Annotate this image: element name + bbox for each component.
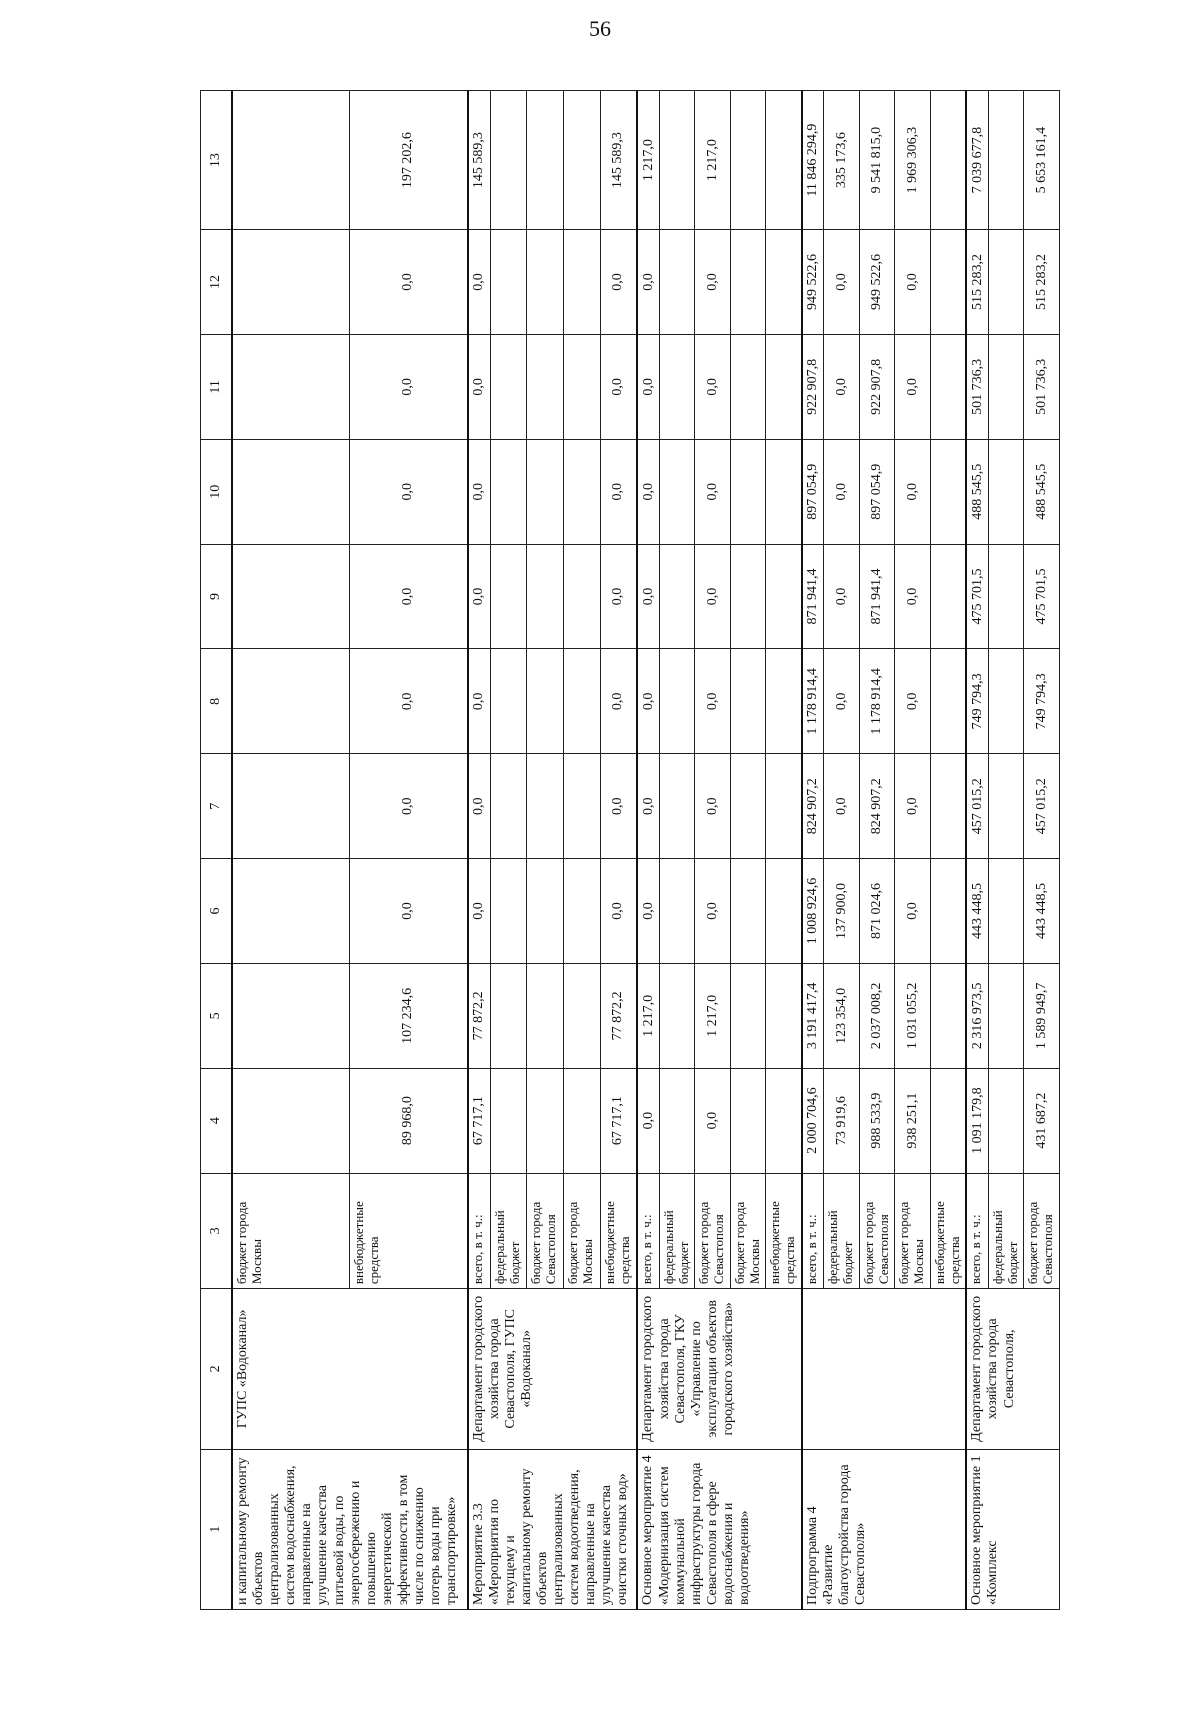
value-cell-col-5 [232, 963, 350, 1068]
value-cell-col-4 [564, 1068, 601, 1173]
value-cell-col-10: 488 545,5 [966, 439, 988, 544]
value-cell-col-13: 7 039 677,8 [966, 91, 988, 230]
value-cell-col-13: 11 846 294,9 [802, 91, 824, 230]
value-cell-col-5 [988, 963, 1024, 1068]
value-cell-col-10: 897 054,9 [802, 439, 824, 544]
value-cell-col-5: 1 589 949,7 [1024, 963, 1060, 1068]
funding-source-cell: внебюджетные средства [350, 1173, 468, 1289]
budget-table [200, 90, 1060, 1610]
value-cell-col-11: 501 736,3 [1024, 334, 1060, 439]
executor-cell: Департамент городского хозяйства города Севастополя, [966, 1289, 1059, 1449]
value-cell-col-8 [730, 649, 766, 754]
funding-source-cell: федеральный бюджет [988, 1173, 1024, 1289]
column-header-2: 2 [201, 1289, 233, 1449]
executor-cell: Департамент городского хозяйства города Севастополя, ГУПС «Водоканал» [468, 1289, 638, 1449]
value-cell-col-4 [766, 1068, 802, 1173]
value-cell-col-8: 0,0 [824, 649, 860, 754]
value-cell-col-4: 67 717,1 [600, 1068, 637, 1173]
value-cell-col-12: 949 522,6 [859, 230, 895, 335]
measure-name-cell: и капитальному ремонту объектов централизованных систем водоснабжения, направленные на улучшение качества питьевой воды, по энергосбережению и повышению энергетической эффективности, в том числе по снижению потерь воды при транспортировке» [232, 1449, 468, 1609]
value-cell-col-11: 501 736,3 [966, 334, 988, 439]
value-cell-col-8 [564, 649, 601, 754]
value-cell-col-11: 922 907,8 [859, 334, 895, 439]
value-cell-col-12: 0,0 [895, 230, 931, 335]
column-header-12: 12 [201, 230, 233, 335]
value-cell-col-6: 0,0 [468, 859, 491, 964]
value-cell-col-8: 0,0 [637, 649, 659, 754]
column-header-10: 10 [201, 439, 233, 544]
value-cell-col-12: 0,0 [637, 230, 659, 335]
value-cell-col-8 [930, 649, 966, 754]
value-cell-col-7: 0,0 [600, 754, 637, 859]
funding-source-cell: внебюджетные средства [930, 1173, 966, 1289]
value-cell-col-11 [564, 334, 601, 439]
value-cell-col-9 [730, 544, 766, 649]
value-cell-col-4 [659, 1068, 695, 1173]
funding-source-cell: всего, в т. ч.: [637, 1173, 659, 1289]
executor-cell: Департамент городского хозяйства города Севастополя, ГКУ «Управление по эксплуатации объектов городского хозяйства» [637, 1289, 801, 1449]
table-body [232, 91, 1060, 1610]
value-cell-col-5: 3 191 417,4 [802, 963, 824, 1068]
value-cell-col-8: 0,0 [695, 649, 731, 754]
value-cell-col-11: 0,0 [695, 334, 731, 439]
funding-source-cell: всего, в т. ч.: [966, 1173, 988, 1289]
value-cell-col-12 [730, 230, 766, 335]
value-cell-col-4 [730, 1068, 766, 1173]
value-cell-col-6 [730, 859, 766, 964]
value-cell-col-7 [766, 754, 802, 859]
value-cell-col-9: 475 701,5 [966, 544, 988, 649]
funding-source-cell: бюджет города Москвы [895, 1173, 931, 1289]
value-cell-col-13: 145 589,3 [600, 91, 637, 230]
value-cell-col-11: 922 907,8 [802, 334, 824, 439]
value-cell-col-11 [659, 334, 695, 439]
value-cell-col-13: 1 217,0 [695, 91, 731, 230]
value-cell-col-13: 145 589,3 [468, 91, 491, 230]
value-cell-col-5 [730, 963, 766, 1068]
value-cell-col-5: 77 872,2 [600, 963, 637, 1068]
value-cell-col-8: 1 178 914,4 [802, 649, 824, 754]
value-cell-col-13 [659, 91, 695, 230]
value-cell-col-12 [930, 230, 966, 335]
value-cell-col-7: 0,0 [350, 754, 468, 859]
value-cell-col-12: 0,0 [600, 230, 637, 335]
value-cell-col-11 [232, 334, 350, 439]
value-cell-col-7 [564, 754, 601, 859]
value-cell-col-6: 0,0 [695, 859, 731, 964]
value-cell-col-10: 0,0 [637, 439, 659, 544]
table-row [468, 91, 491, 1610]
value-cell-col-7: 824 907,2 [859, 754, 895, 859]
column-header-6: 6 [201, 859, 233, 964]
value-cell-col-7 [527, 754, 564, 859]
value-cell-col-9 [564, 544, 601, 649]
value-cell-col-6 [659, 859, 695, 964]
value-cell-col-4: 2 000 704,6 [802, 1068, 824, 1173]
column-header-8: 8 [201, 649, 233, 754]
value-cell-col-9: 0,0 [824, 544, 860, 649]
value-cell-col-13: 5 653 161,4 [1024, 91, 1060, 230]
value-cell-col-10: 0,0 [600, 439, 637, 544]
value-cell-col-7 [232, 754, 350, 859]
value-cell-col-12: 0,0 [468, 230, 491, 335]
value-cell-col-5: 2 316 973,5 [966, 963, 988, 1068]
value-cell-col-11 [527, 334, 564, 439]
value-cell-col-5 [490, 963, 527, 1068]
value-cell-col-5 [766, 963, 802, 1068]
value-cell-col-4 [988, 1068, 1024, 1173]
value-cell-col-10 [490, 439, 527, 544]
column-header-9: 9 [201, 544, 233, 649]
column-header-13: 13 [201, 91, 233, 230]
value-cell-col-12: 0,0 [350, 230, 468, 335]
value-cell-col-9 [490, 544, 527, 649]
value-cell-col-8 [490, 649, 527, 754]
value-cell-col-11: 0,0 [824, 334, 860, 439]
value-cell-col-6: 0,0 [895, 859, 931, 964]
value-cell-col-5: 107 234,6 [350, 963, 468, 1068]
funding-source-cell: внебюджетные средства [766, 1173, 802, 1289]
value-cell-col-7: 457 015,2 [1024, 754, 1060, 859]
value-cell-col-11: 0,0 [468, 334, 491, 439]
table-row [232, 91, 350, 1610]
funding-source-cell: федеральный бюджет [824, 1173, 860, 1289]
value-cell-col-4 [232, 1068, 350, 1173]
column-header-7: 7 [201, 754, 233, 859]
value-cell-col-10: 897 054,9 [859, 439, 895, 544]
value-cell-col-13 [527, 91, 564, 230]
value-cell-col-10 [988, 439, 1024, 544]
value-cell-col-6: 0,0 [600, 859, 637, 964]
value-cell-col-11 [930, 334, 966, 439]
value-cell-col-10 [659, 439, 695, 544]
value-cell-col-8 [659, 649, 695, 754]
value-cell-col-7 [490, 754, 527, 859]
value-cell-col-11 [766, 334, 802, 439]
value-cell-col-5: 1 217,0 [695, 963, 731, 1068]
value-cell-col-9: 0,0 [895, 544, 931, 649]
value-cell-col-12: 0,0 [824, 230, 860, 335]
value-cell-col-7: 0,0 [695, 754, 731, 859]
value-cell-col-5: 2 037 008,2 [859, 963, 895, 1068]
column-header-3: 3 [201, 1173, 233, 1289]
table-row [802, 91, 824, 1610]
value-cell-col-7: 0,0 [468, 754, 491, 859]
value-cell-col-12 [988, 230, 1024, 335]
value-cell-col-13: 9 541 815,0 [859, 91, 895, 230]
value-cell-col-13: 1 217,0 [637, 91, 659, 230]
value-cell-col-13 [988, 91, 1024, 230]
funding-source-cell: бюджет города Севастополя [527, 1173, 564, 1289]
value-cell-col-13: 1 969 306,3 [895, 91, 931, 230]
value-cell-col-9: 0,0 [600, 544, 637, 649]
value-cell-col-12: 515 283,2 [1024, 230, 1060, 335]
value-cell-col-9 [232, 544, 350, 649]
value-cell-col-7 [988, 754, 1024, 859]
funding-source-cell: федеральный бюджет [659, 1173, 695, 1289]
value-cell-col-10 [527, 439, 564, 544]
value-cell-col-10 [730, 439, 766, 544]
value-cell-col-4: 938 251,1 [895, 1068, 931, 1173]
funding-source-cell: бюджет города Севастополя [859, 1173, 895, 1289]
value-cell-col-8: 0,0 [600, 649, 637, 754]
value-cell-col-9: 0,0 [637, 544, 659, 649]
value-cell-col-7: 824 907,2 [802, 754, 824, 859]
value-cell-col-5: 123 354,0 [824, 963, 860, 1068]
value-cell-col-11: 0,0 [350, 334, 468, 439]
value-cell-col-9 [988, 544, 1024, 649]
value-cell-col-9: 475 701,5 [1024, 544, 1060, 649]
value-cell-col-5: 77 872,2 [468, 963, 491, 1068]
value-cell-col-12 [527, 230, 564, 335]
value-cell-col-9 [659, 544, 695, 649]
measure-name-cell: Основное мероприятие 1 «Комплекс [966, 1449, 1059, 1609]
value-cell-col-12 [564, 230, 601, 335]
value-cell-col-8 [988, 649, 1024, 754]
value-cell-col-12: 0,0 [695, 230, 731, 335]
value-cell-col-9: 0,0 [468, 544, 491, 649]
value-cell-col-12: 949 522,6 [802, 230, 824, 335]
measure-name-cell: Основное мероприятие 4 «Модернизация систем коммунальной инфраструктуры города Севастополя в сфере водоснабжения и водоотведения» [637, 1449, 801, 1609]
value-cell-col-7: 0,0 [637, 754, 659, 859]
value-cell-col-4: 0,0 [695, 1068, 731, 1173]
value-cell-col-8 [527, 649, 564, 754]
value-cell-col-4 [527, 1068, 564, 1173]
value-cell-col-12 [490, 230, 527, 335]
measure-name-cell: Подпрограмма 4 «Развитие благоустройства города Севастополя» [802, 1449, 966, 1609]
measure-name-cell: Мероприятие 3.3 «Мероприятия по текущему и капитальному ремонту объектов централизованных систем водоотведения, направленные на улучшение качества очистки сточных вод» [468, 1449, 638, 1609]
value-cell-col-6 [930, 859, 966, 964]
value-cell-col-8: 749 794,3 [966, 649, 988, 754]
value-cell-col-8: 0,0 [350, 649, 468, 754]
page-number: 56 [589, 16, 611, 41]
value-cell-col-8: 0,0 [895, 649, 931, 754]
funding-source-cell: бюджет города Москвы [232, 1173, 350, 1289]
value-cell-col-6 [564, 859, 601, 964]
value-cell-col-5: 1 217,0 [637, 963, 659, 1068]
value-cell-col-4: 67 717,1 [468, 1068, 491, 1173]
value-cell-col-6: 443 448,5 [966, 859, 988, 964]
value-cell-col-11 [490, 334, 527, 439]
value-cell-col-7 [730, 754, 766, 859]
value-cell-col-7 [659, 754, 695, 859]
value-cell-col-6: 0,0 [637, 859, 659, 964]
value-cell-col-10 [930, 439, 966, 544]
value-cell-col-7: 0,0 [895, 754, 931, 859]
budget-table-rotated [200, 90, 1060, 1610]
value-cell-col-13 [232, 91, 350, 230]
value-cell-col-6: 0,0 [350, 859, 468, 964]
value-cell-col-10: 488 545,5 [1024, 439, 1060, 544]
executor-cell: ГУПС «Водоканал» [232, 1289, 468, 1449]
column-header-1: 1 [201, 1449, 233, 1609]
value-cell-col-4: 988 533,9 [859, 1068, 895, 1173]
value-cell-col-10 [564, 439, 601, 544]
value-cell-col-10: 0,0 [824, 439, 860, 544]
value-cell-col-10: 0,0 [350, 439, 468, 544]
header-row [201, 91, 233, 1610]
funding-source-cell: бюджет города Севастополя [1024, 1173, 1060, 1289]
value-cell-col-11 [730, 334, 766, 439]
value-cell-col-6: 137 900,0 [824, 859, 860, 964]
value-cell-col-11: 0,0 [637, 334, 659, 439]
value-cell-col-7 [930, 754, 966, 859]
value-cell-col-5 [564, 963, 601, 1068]
value-cell-col-5 [930, 963, 966, 1068]
value-cell-col-11: 0,0 [600, 334, 637, 439]
value-cell-col-5 [659, 963, 695, 1068]
value-cell-col-4: 431 687,2 [1024, 1068, 1060, 1173]
value-cell-col-4 [930, 1068, 966, 1173]
value-cell-col-6 [232, 859, 350, 964]
funding-source-cell: внебюджетные средства [600, 1173, 637, 1289]
value-cell-col-8: 0,0 [468, 649, 491, 754]
value-cell-col-8 [766, 649, 802, 754]
value-cell-col-9: 871 941,4 [802, 544, 824, 649]
funding-source-cell: всего, в т. ч.: [468, 1173, 491, 1289]
value-cell-col-6 [527, 859, 564, 964]
value-cell-col-5 [527, 963, 564, 1068]
value-cell-col-6 [766, 859, 802, 964]
value-cell-col-13: 197 202,6 [350, 91, 468, 230]
value-cell-col-10 [232, 439, 350, 544]
value-cell-col-7: 457 015,2 [966, 754, 988, 859]
value-cell-col-13 [766, 91, 802, 230]
value-cell-col-6 [490, 859, 527, 964]
funding-source-cell: бюджет города Москвы [730, 1173, 766, 1289]
value-cell-col-13: 335 173,6 [824, 91, 860, 230]
value-cell-col-9: 871 941,4 [859, 544, 895, 649]
value-cell-col-10: 0,0 [468, 439, 491, 544]
value-cell-col-6: 1 008 924,6 [802, 859, 824, 964]
column-header-11: 11 [201, 334, 233, 439]
value-cell-col-9 [527, 544, 564, 649]
value-cell-col-4: 73 919,6 [824, 1068, 860, 1173]
value-cell-col-4 [490, 1068, 527, 1173]
value-cell-col-10: 0,0 [895, 439, 931, 544]
table-rotated-container [200, 90, 1200, 1605]
table-row [966, 91, 988, 1610]
column-header-4: 4 [201, 1068, 233, 1173]
value-cell-col-13 [564, 91, 601, 230]
value-cell-col-6 [988, 859, 1024, 964]
funding-source-cell: бюджет города Москвы [564, 1173, 601, 1289]
funding-source-cell: федеральный бюджет [490, 1173, 527, 1289]
value-cell-col-8: 1 178 914,4 [859, 649, 895, 754]
value-cell-col-13 [490, 91, 527, 230]
funding-source-cell: бюджет города Севастополя [695, 1173, 731, 1289]
value-cell-col-13 [930, 91, 966, 230]
value-cell-col-10 [766, 439, 802, 544]
table-row [637, 91, 659, 1610]
value-cell-col-9: 0,0 [350, 544, 468, 649]
value-cell-col-12: 515 283,2 [966, 230, 988, 335]
value-cell-col-9: 0,0 [695, 544, 731, 649]
value-cell-col-10: 0,0 [695, 439, 731, 544]
value-cell-col-13 [730, 91, 766, 230]
value-cell-col-8 [232, 649, 350, 754]
column-header-5: 5 [201, 963, 233, 1068]
value-cell-col-9 [930, 544, 966, 649]
value-cell-col-11 [988, 334, 1024, 439]
value-cell-col-6: 871 024,6 [859, 859, 895, 964]
value-cell-col-11: 0,0 [895, 334, 931, 439]
value-cell-col-4: 0,0 [637, 1068, 659, 1173]
value-cell-col-6: 443 448,5 [1024, 859, 1060, 964]
value-cell-col-4: 1 091 179,8 [966, 1068, 988, 1173]
executor-cell [802, 1289, 966, 1449]
value-cell-col-5: 1 031 055,2 [895, 963, 931, 1068]
funding-source-cell: всего, в т. ч.: [802, 1173, 824, 1289]
value-cell-col-12 [766, 230, 802, 335]
value-cell-col-7: 0,0 [824, 754, 860, 859]
value-cell-col-4: 89 968,0 [350, 1068, 468, 1173]
value-cell-col-9 [766, 544, 802, 649]
value-cell-col-12 [659, 230, 695, 335]
value-cell-col-12 [232, 230, 350, 335]
value-cell-col-8: 749 794,3 [1024, 649, 1060, 754]
